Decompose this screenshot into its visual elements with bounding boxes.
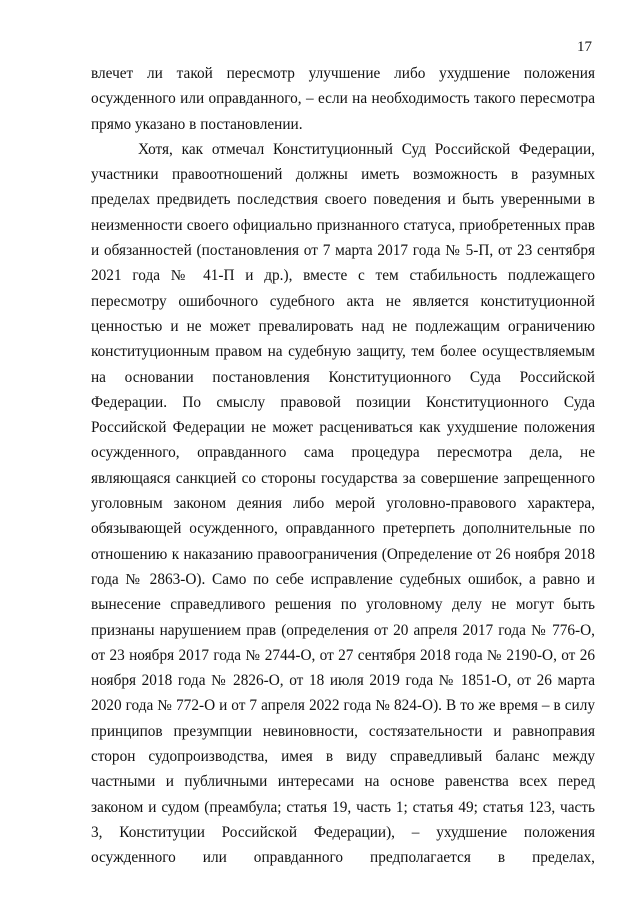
page-number: 17 [577,39,592,55]
paragraph-constitutional-court: Хотя, как отмечал Конституционный Суд Российской Федерации, участники правоотношений должны иметь возможность в разумных пределах предвидеть последствия своего поведения и быть уверенными в неизменности своего официально признанного статуса, приобретенных прав и обязанностей (постановления от 7 марта 2017 года № 5-П, от 23 сентября 2021 года № 41-П и др.), вместе с тем стабильность подлежащего пересмотру ошибочного судебного акта не является конституционной ценностью и не может превалировать над не подлежащим ограничению конституционным правом на судебную защиту, тем более осуществляемым на основании постановления Конституционного Суда Российской Федерации. По смыслу правовой позиции Конституционного Суда Российской Федерации не может расцениваться как ухудшение положения осужденного, оправданного сама процедура пересмотра дела, не являющаяся санкцией со стороны государства за совершение запрещенного уголовным законом деяния либо мерой уголовно-правового характера, обязывающей осужденного, оправданного претерпеть дополнительные по отношению к наказанию правоограничения (Определение от 26 ноября 2018 года № 2863-О). Само по себе исправление судебных ошибок, а равно и вынесение справедливого решения по уголовному делу не могут быть признаны нарушением прав (определения от 20 апреля 2017 года № 776-О, от 23 ноября 2017 года № 2744-О, от 27 сентября 2018 года № 2190-О, от 26 ноября 2018 года № 2826-О, от 18 июля 2019 года № 1851-О, от 26 марта 2020 года № 772-О и от 7 апреля 2022 года № 824-О). В то же время – в силу принципов презумпции невиновности, состязательности и равноправия сторон судопроизводства, имея в виду справедливый баланс между частными и публичными интересами на основе равенства всех перед законом и судом (преамбула; статья 19, часть 1; статья 49; статья 123, часть 3, Конституции Российской Федерации), – ухудшение положения осужденного или оправданного предполагается в пределах, [91,140,595,867]
body-text [91,61,595,871]
paragraph-continuation: влечет ли такой пересмотр улучшение либо ухудшение положения осужденного или оправданного, – если на необходимость такого пересмотра прямо указано в постановлении. [91,65,595,133]
